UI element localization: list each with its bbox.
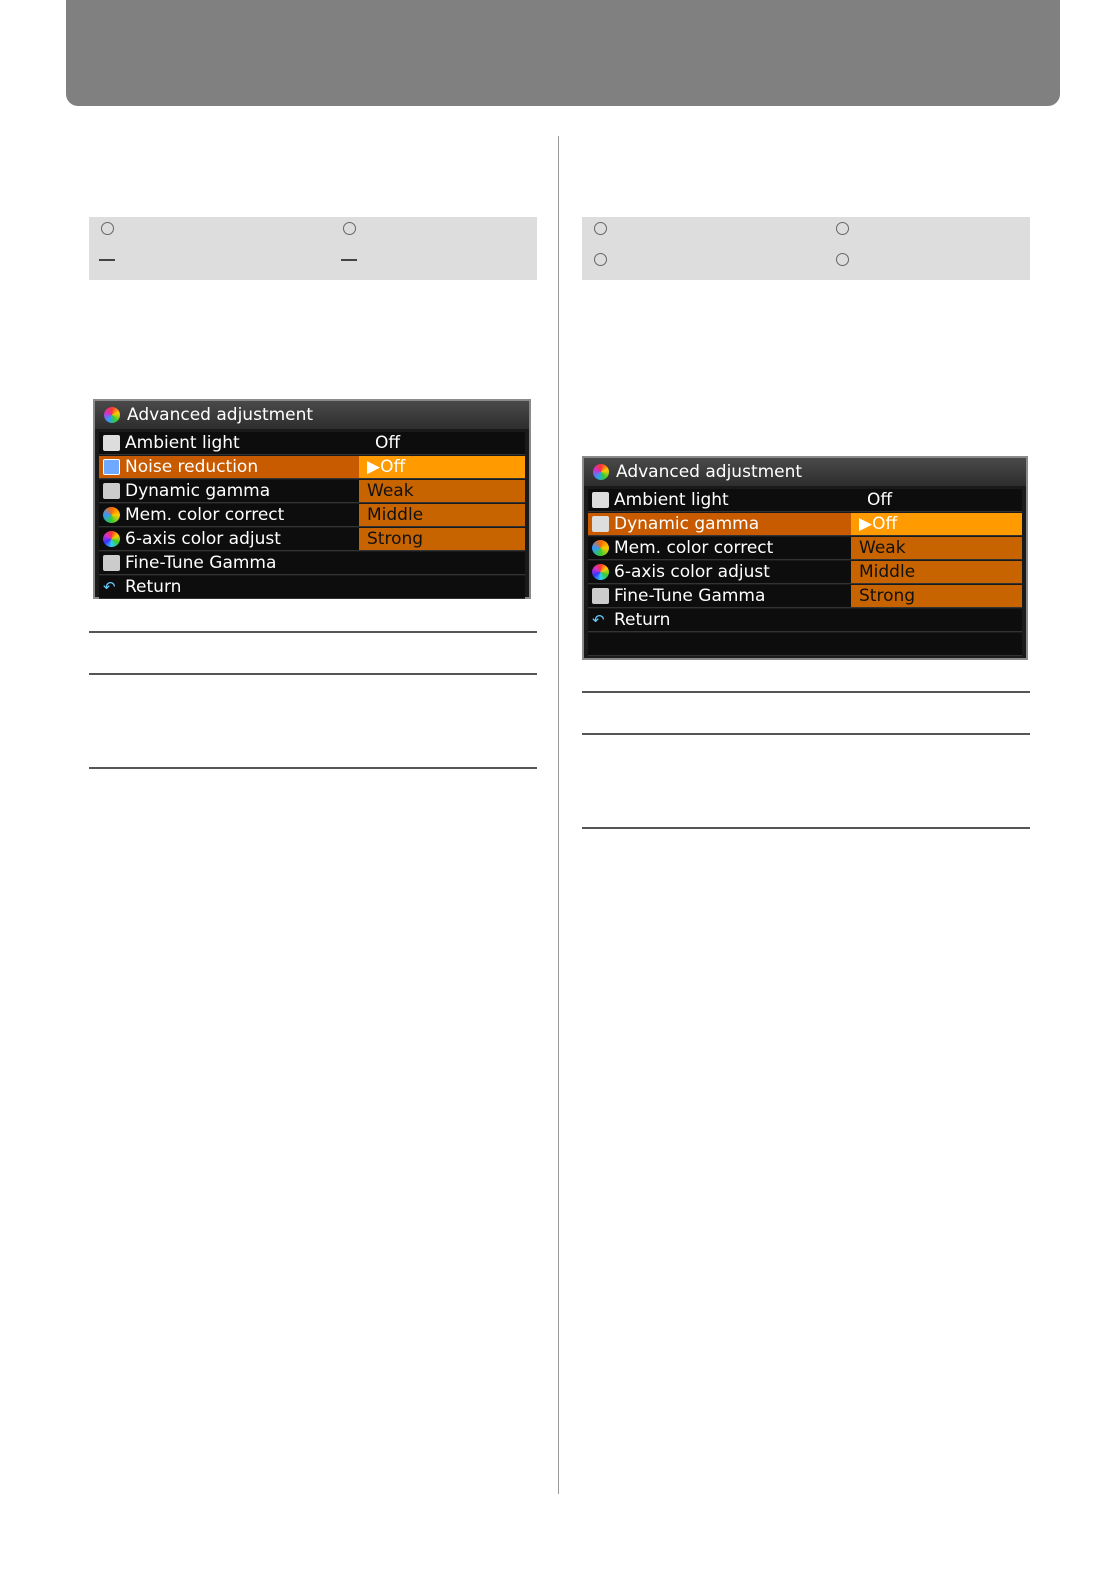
return-arrow-icon: ↶ bbox=[103, 578, 116, 596]
osd-title-bar bbox=[95, 401, 529, 429]
fine-tune-gamma-icon bbox=[103, 555, 120, 571]
osd-row-mem-color-correct[interactable] bbox=[588, 537, 1022, 560]
circle-mark-icon bbox=[101, 222, 114, 235]
rule-line bbox=[582, 827, 1030, 829]
osd-row-label: Dynamic gamma bbox=[614, 514, 760, 534]
option-middle[interactable]: Middle bbox=[359, 504, 525, 526]
six-axis-color-icon bbox=[592, 564, 609, 580]
osd-row-return[interactable] bbox=[99, 576, 525, 599]
ambient-light-icon bbox=[592, 492, 609, 508]
option-middle[interactable]: Middle bbox=[851, 561, 1022, 583]
mem-color-icon bbox=[103, 507, 120, 523]
osd-row-label: Ambient light bbox=[125, 433, 240, 453]
osd-row-empty bbox=[588, 633, 1022, 656]
circle-mark-icon bbox=[836, 253, 849, 266]
osd-row-6-axis-color-adjust[interactable] bbox=[99, 528, 525, 551]
availability-table-left bbox=[89, 217, 537, 280]
osd-row-mem-color-correct[interactable] bbox=[99, 504, 525, 527]
osd-row-label: 6-axis color adjust bbox=[614, 562, 770, 582]
color-wheel-icon bbox=[104, 407, 120, 423]
osd-row-label: Noise reduction bbox=[125, 457, 259, 477]
dash-mark-icon bbox=[341, 259, 357, 261]
circle-mark-icon bbox=[836, 222, 849, 235]
rule-line bbox=[89, 673, 537, 675]
osd-row-label: Return bbox=[614, 610, 671, 630]
noise-reduction-icon bbox=[103, 459, 120, 475]
osd-row-fine-tune-gamma[interactable] bbox=[99, 552, 525, 575]
option-off[interactable]: ▶Off bbox=[359, 456, 525, 478]
color-wheel-icon bbox=[593, 464, 609, 480]
page-header-bar bbox=[66, 0, 1060, 106]
osd-row-label: Dynamic gamma bbox=[125, 481, 271, 501]
osd-row-value: Off bbox=[375, 433, 401, 453]
osd-row-6-axis-color-adjust[interactable] bbox=[588, 561, 1022, 584]
osd-row-dynamic-gamma[interactable] bbox=[99, 480, 525, 503]
rule-line bbox=[582, 733, 1030, 735]
circle-mark-icon bbox=[594, 222, 607, 235]
osd-row-ambient-light[interactable] bbox=[588, 489, 1022, 512]
return-arrow-icon: ↶ bbox=[592, 611, 605, 629]
column-divider bbox=[558, 136, 559, 1494]
circle-mark-icon bbox=[343, 222, 356, 235]
osd-menu-noise-reduction bbox=[93, 399, 531, 599]
rule-line bbox=[89, 631, 537, 633]
option-weak[interactable]: Weak bbox=[359, 480, 525, 502]
osd-row-ambient-light[interactable] bbox=[99, 432, 525, 455]
option-off[interactable]: ▶Off bbox=[851, 513, 1022, 535]
mem-color-icon bbox=[592, 540, 609, 556]
rule-line bbox=[89, 767, 537, 769]
dynamic-gamma-icon bbox=[103, 483, 120, 499]
osd-title-bar bbox=[584, 458, 1026, 486]
dash-mark-icon bbox=[99, 259, 115, 261]
osd-row-label: 6-axis color adjust bbox=[125, 529, 281, 549]
dynamic-gamma-icon bbox=[592, 516, 609, 532]
rule-line bbox=[582, 691, 1030, 693]
osd-row-label: Fine-Tune Gamma bbox=[125, 553, 277, 573]
circle-mark-icon bbox=[594, 253, 607, 266]
osd-row-label: Ambient light bbox=[614, 490, 729, 510]
osd-row-fine-tune-gamma[interactable] bbox=[588, 585, 1022, 608]
six-axis-color-icon bbox=[103, 531, 120, 547]
osd-row-value: Off bbox=[867, 490, 893, 510]
osd-row-label: Mem. color correct bbox=[614, 538, 774, 558]
fine-tune-gamma-icon bbox=[592, 588, 609, 604]
osd-row-noise-reduction[interactable] bbox=[99, 456, 525, 479]
osd-title: Advanced adjustment bbox=[127, 405, 314, 425]
osd-row-dynamic-gamma[interactable] bbox=[588, 513, 1022, 536]
availability-table-right bbox=[582, 217, 1030, 280]
osd-row-label: Fine-Tune Gamma bbox=[614, 586, 766, 606]
option-weak[interactable]: Weak bbox=[851, 537, 1022, 559]
osd-row-return[interactable] bbox=[588, 609, 1022, 632]
osd-title: Advanced adjustment bbox=[616, 462, 803, 482]
osd-menu-dynamic-gamma bbox=[582, 456, 1028, 660]
option-strong[interactable]: Strong bbox=[359, 528, 525, 550]
ambient-light-icon bbox=[103, 435, 120, 451]
osd-row-label: Mem. color correct bbox=[125, 505, 285, 525]
osd-row-label: Return bbox=[125, 577, 182, 597]
option-strong[interactable]: Strong bbox=[851, 585, 1022, 607]
